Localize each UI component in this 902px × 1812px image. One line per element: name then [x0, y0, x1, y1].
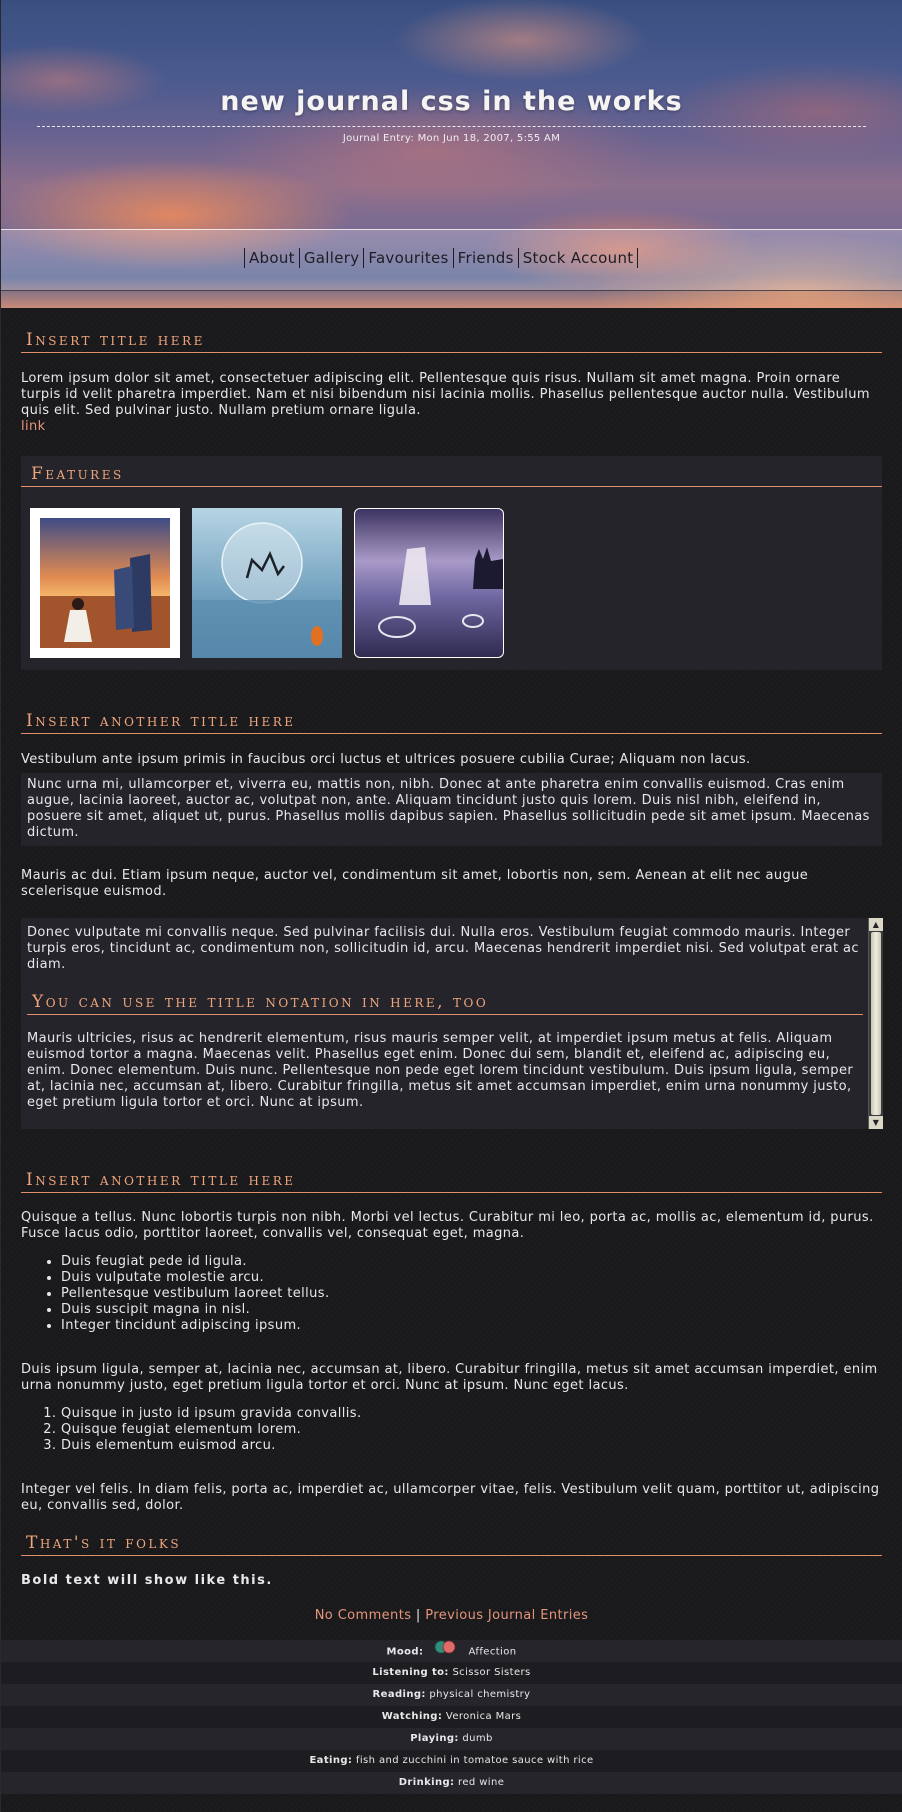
meta-label: Drinking: — [398, 1777, 455, 1788]
feature-image-2 — [192, 508, 342, 658]
nav-menu — [244, 248, 638, 268]
comments-link[interactable]: No Comments — [314, 1608, 412, 1623]
section-4 — [21, 1533, 882, 1556]
meta-value: Affection — [468, 1646, 517, 1658]
meta-label: Watching: — [381, 1711, 443, 1722]
meta-value: Veronica Mars — [445, 1711, 522, 1722]
section-3-intro: Quisque a tellus. Nunc lobortis turpis non nibh. Morbi vel lectus. Curabitur mi leo, porta ac, mollis ac, elementum id, purus. Fusce lacus odio, porttitor laoreet, convallis vel, consequat eget, magna. — [21, 1210, 874, 1241]
header-divider — [37, 126, 866, 127]
meta-row-drinking — [1, 1772, 902, 1794]
section-3-outro: Integer vel felis. In diam felis, porta ac, imperdiet ac, ullamcorper vitae, felis. Vestibulum velit quam, porttitor ut, adipiscing eu, convallis sed, dolor. — [21, 1482, 880, 1513]
meta-value: fish and zucchini in tomatoe sauce with rice — [355, 1755, 594, 1766]
footer-link-separator: | — [415, 1608, 421, 1623]
journal-header — [1, 0, 902, 308]
scroll-box-para-1: Donec vulputate mi convallis neque. Sed pulvinar facilisis dui. Nulla eros. Vestibulum feugiat commodo mauris. Integer turpis eros, tincidunt ac, condimentum non, sollicitudin id, arcu. Maecenas hendrerit imperdiet nisi. Sed volutpat erat ac diam. — [27, 925, 859, 972]
meta-label: Listening to: — [372, 1667, 449, 1678]
quote-text: Nunc urna mi, ullamcorper et, viverra eu, mattis non, nibh. Donec at ante pharetra enim convallis euismod. Cras enim augue, lacinia laoreet, auctor ac, volutpat non, ante. Aliquam tincidunt justo quis lorem. Duis nisl nibh, eleifend in, posuere sit amet, aliquet ut, purus. Phasellus mollis dapibus sapien. Phasellus sollicitudin pede sit amet ipsum. Maecenas dictum. — [27, 777, 870, 840]
list-item: • Integer tincidunt adipiscing ipsum. — [61, 1318, 882, 1334]
list-item: • Duis feugiat pede id ligula. — [61, 1254, 882, 1270]
list-item: • Duis suscipit magna in nisl. — [61, 1302, 882, 1318]
features-panel — [21, 456, 882, 670]
section-2-after: Mauris ac dui. Etiam ipsum neque, auctor vel, condimentum sit amet, lobortis non, sem. Aenean at elit nec augue scelerisque euismod. — [21, 868, 809, 899]
meta-row-reading — [1, 1684, 902, 1706]
meta-label: Reading: — [372, 1689, 426, 1700]
meta-row-listening — [1, 1662, 902, 1684]
feature-thumbnail-1[interactable] — [30, 508, 180, 658]
nav-bar — [1, 229, 902, 291]
nav-link-friends[interactable]: Friends — [453, 248, 518, 268]
section-title: That's it folks — [21, 1533, 882, 1556]
feature-image-1 — [40, 518, 170, 648]
nav-link-favourites[interactable]: Favourites — [363, 248, 452, 268]
meta-row-playing — [1, 1728, 902, 1750]
list-item: 1. Quisque in justo id ipsum gravida convallis. — [61, 1406, 882, 1422]
meta-label: Playing: — [410, 1733, 459, 1744]
feature-thumbnail-2[interactable] — [192, 508, 342, 658]
list-item: • Pellentesque vestibulum laoreet tellus. — [61, 1286, 882, 1302]
list-item: 2. Quisque feugiat elementum lorem. — [61, 1422, 882, 1438]
list-item: • Duis vulputate molestie arcu. — [61, 1270, 882, 1286]
scroll-box-title: You can use the title notation in here, too — [27, 992, 863, 1015]
scroll-up-arrow-icon[interactable]: ▲ — [869, 918, 883, 931]
nav-link-gallery[interactable]: Gallery — [299, 248, 364, 268]
section-title: Insert another title here — [21, 1170, 882, 1193]
journal-title: new journal css in the works — [220, 86, 683, 117]
numbered-list — [21, 1406, 882, 1454]
scroll-box[interactable] — [21, 918, 883, 1129]
footer-links — [1, 1608, 902, 1623]
meta-value: dumb — [462, 1733, 493, 1744]
section-title: Insert title here — [21, 330, 882, 353]
section-1 — [21, 330, 882, 353]
scrollbar[interactable] — [868, 918, 883, 1129]
quote-block — [21, 773, 882, 846]
list-item: 3. Duis elementum euismod arcu. — [61, 1438, 882, 1454]
section-title: Insert another title here — [21, 711, 882, 734]
nav-link-stock-account[interactable]: Stock Account — [518, 248, 639, 268]
section-3 — [21, 1170, 882, 1193]
section-2-intro: Vestibulum ante ipsum primis in faucibus orci luctus et ultrices posuere cubilia Curae; Aliquam non lacus. — [21, 752, 751, 767]
section-3-middle: Duis ipsum ligula, semper at, lacinia nec, accumsan at, libero. Curabitur fringilla, metus sit amet accumsan imperdiet, enim urna nonummy justo, eget pretium ligula tortor et orci. Nunc at ipsum. Nunc eget lacus. — [21, 1362, 878, 1393]
scroll-box-para-2: Mauris ultricies, risus ac hendrerit elementum, risus mauris semper velit, at imperdiet ipsum metus at felis. Aliquam euismod tortor a magna. Maecenas velit. Phasellus eget enim. Donec dui sem, blandit et, eleifend ac, adipiscing eu, enim. Donec elementum. Duis nunc. Pellentesque non pede eget lorem tincidunt vestibulum. Duis ipsum ligula, semper at, lacinia nec, accumsan at, libero. Curabitur fringilla, metus sit amet accumsan imperdiet, enim urna nonummy justo, eget pretium ligula tortor et orci. Nunc at ipsum. — [27, 1031, 854, 1110]
bold-text: Bold text will show like this. — [21, 1573, 273, 1588]
meta-row-mood — [1, 1640, 902, 1662]
meta-value: red wine — [458, 1777, 505, 1788]
feature-image-3 — [355, 509, 503, 657]
bullet-list — [21, 1254, 882, 1334]
meta-row-watching — [1, 1706, 902, 1728]
scroll-down-arrow-icon[interactable]: ▼ — [869, 1116, 883, 1129]
nav-link-about[interactable]: About — [244, 248, 299, 268]
features-title: Features — [21, 464, 882, 487]
meta-value: physical chemistry — [429, 1689, 531, 1700]
meta-value: Scissor Sisters — [452, 1667, 531, 1678]
meta-row-eating — [1, 1750, 902, 1772]
meta-label: Mood: — [386, 1646, 424, 1658]
meta-label: Eating: — [309, 1755, 353, 1766]
body-link[interactable]: link — [21, 419, 46, 434]
mood-affection-icon — [433, 1640, 457, 1663]
section-1-body: Lorem ipsum dolor sit amet, consectetuer adipiscing elit. Pellentesque quis risus. Nullam sit amet magna. Proin ornare turpis id velit pharetra imperdiet. Nam et nisi bibendum nisi lacinia mollis. Phasellus pellentesque auctor nulla. Vestibulum quis elit. Sed pulvinar justo. Nullam pretium ornare ligula. — [21, 371, 870, 418]
scroll-thumb[interactable] — [871, 932, 881, 1115]
feature-thumbnail-3[interactable] — [354, 508, 504, 658]
journal-meta-table — [1, 1640, 902, 1794]
journal-entry-date: Journal Entry: Mon Jun 18, 2007, 5:55 AM — [342, 133, 561, 144]
section-2 — [21, 711, 882, 734]
previous-entries-link[interactable]: Previous Journal Entries — [425, 1608, 589, 1623]
